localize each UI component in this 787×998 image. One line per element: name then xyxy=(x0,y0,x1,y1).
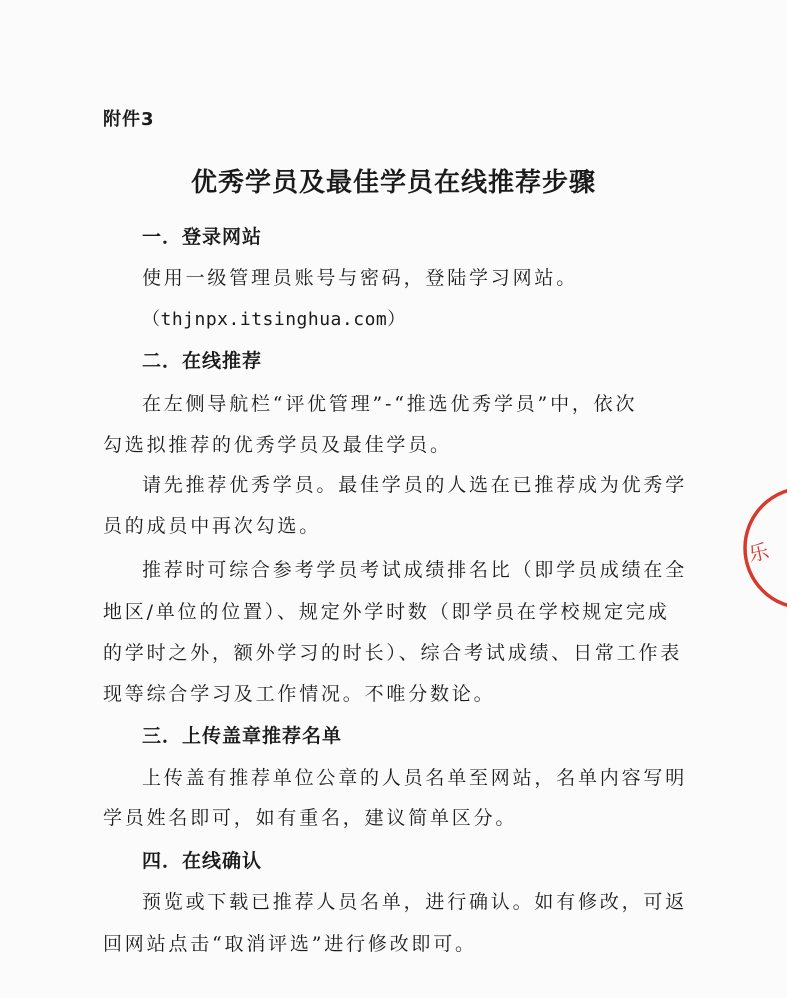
paragraph-line: 学员姓名即可，如有重名，建议简单区分。 xyxy=(103,807,518,829)
paragraph-line: 在左侧导航栏“评优管理”-“推选优秀学员”中，依次 xyxy=(142,393,638,415)
paragraph-line: 使用一级管理员账号与密码，登陆学习网站。 xyxy=(142,267,579,289)
paragraph-line: 现等综合学习及工作情况。不唯分数论。 xyxy=(103,683,496,705)
attachment-label: 附件3 xyxy=(103,109,155,130)
section-heading-login: 一．登录网站 xyxy=(142,226,263,248)
paragraph-line: 预览或下载已推荐人员名单，进行确认。如有修改，可返 xyxy=(142,891,688,913)
paragraph-line: 上传盖有推荐单位公章的人员名单至网站，名单内容写明 xyxy=(142,767,688,789)
paragraph-line: 地区/单位的位置）、规定外学时数（即学员在学校规定完成 xyxy=(103,601,670,623)
svg-text:乐: 乐 xyxy=(746,538,772,567)
paragraph-line: 勾选拟推荐的优秀学员及最佳学员。 xyxy=(103,434,452,456)
paragraph-line: 推荐时可综合参考学员考试成绩排名比（即学员成绩在全 xyxy=(142,559,688,581)
paragraph-line: 请先推荐优秀学员。最佳学员的人选在已推荐成为优秀学 xyxy=(142,474,688,496)
official-seal-stamp xyxy=(735,478,787,618)
paragraph-line: 回网站点击“取消评选”进行修改即可。 xyxy=(103,933,477,955)
section-heading-upload-list: 三．上传盖章推荐名单 xyxy=(142,725,343,747)
paragraph-line: 的学时之外，额外学习的时长）、综合考试成绩、日常工作表 xyxy=(103,642,683,664)
paragraph-line: 员的成员中再次勾选。 xyxy=(103,515,322,537)
section-heading-online-confirm: 四．在线确认 xyxy=(142,850,263,872)
section-heading-online-recommend: 二．在线推荐 xyxy=(142,350,263,372)
document-title: 优秀学员及最佳学员在线推荐步骤 xyxy=(190,168,596,198)
website-url: （thjnpx.itsinghua.com） xyxy=(142,309,406,330)
